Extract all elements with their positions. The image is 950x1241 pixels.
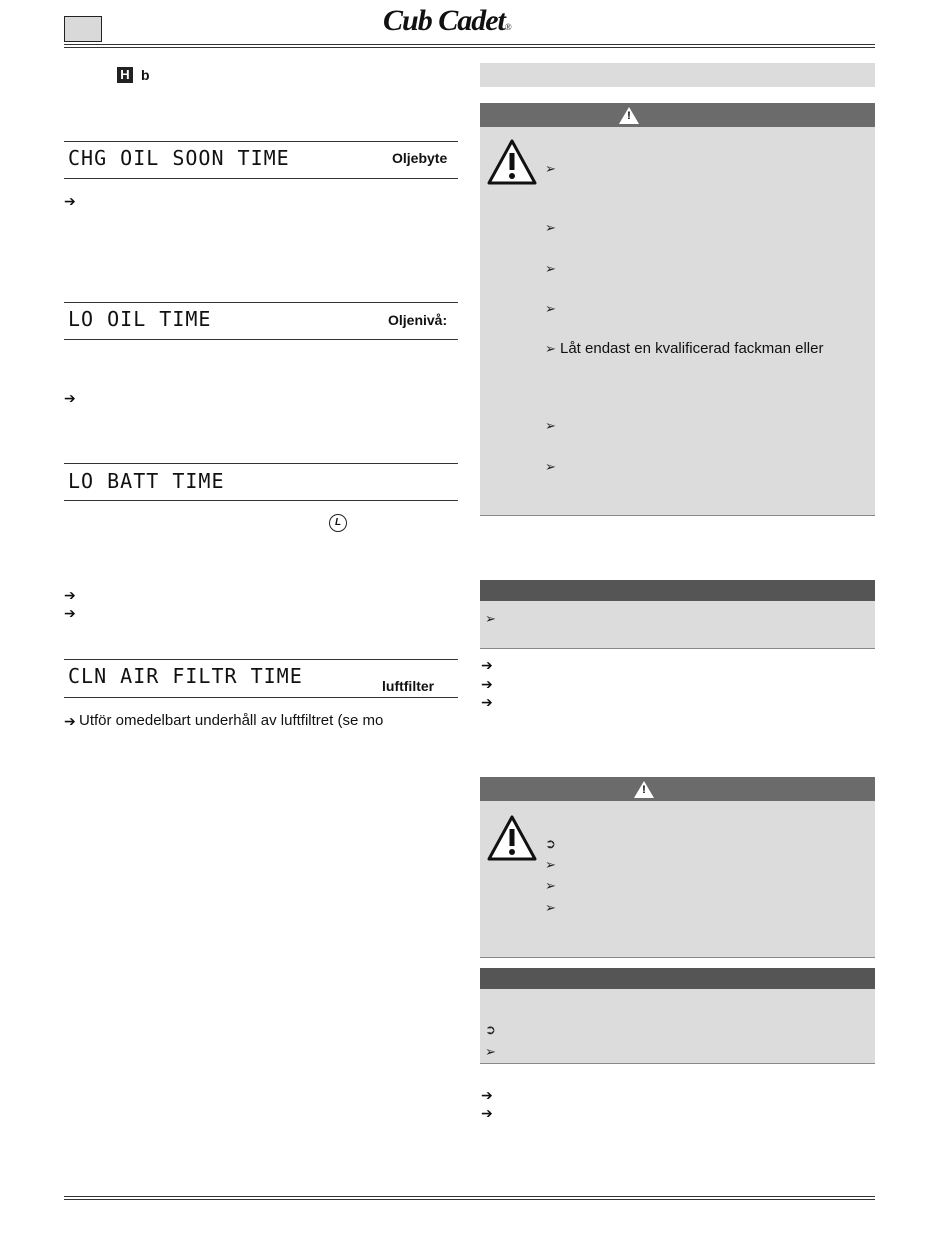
bullet-icon: ➢: [545, 301, 556, 316]
bullet-icon: ➢: [545, 878, 556, 893]
page-number-box: [64, 16, 102, 42]
arrow-icon: ➔: [481, 1087, 493, 1103]
warning-triangle-icon: [486, 138, 538, 186]
bullet-icon: ➢: [545, 261, 556, 276]
divider: [64, 659, 458, 660]
label-oil-level: Oljenivå:: [388, 312, 448, 328]
bullet-icon: ➢: [545, 459, 556, 474]
footer-rule: [64, 1196, 875, 1197]
air-filter-instruction: Utför omedelbart underhåll av luftfiltret (se mo: [79, 712, 384, 729]
arrow-icon: ➔: [64, 587, 76, 603]
divider: [64, 500, 458, 501]
h-badge-icon: H: [117, 67, 133, 83]
bullet-icon: ➢: [545, 900, 556, 915]
divider: [64, 141, 458, 142]
note-header-bar: [480, 580, 875, 601]
arrow-icon: ➔: [481, 1105, 493, 1121]
label-air-filter: luftfilter: [382, 678, 435, 694]
header-rule: [64, 44, 875, 45]
badge-suffix: b: [141, 67, 150, 83]
note-panel: [480, 989, 875, 1064]
bullet-icon: ➢: [545, 341, 556, 356]
bullet-icon: ➢: [545, 161, 556, 176]
bullet-icon: ➢: [545, 857, 556, 872]
warning-qualified-technician-text: Låt endast en kvalificerad fackman eller: [560, 340, 824, 357]
divider: [64, 463, 458, 464]
arrow-icon: ➔: [64, 713, 76, 729]
clock-icon: L: [329, 514, 347, 532]
brand-logo: Cub Cadet®: [383, 4, 511, 37]
divider: [64, 339, 458, 340]
section-heading-bar: [480, 63, 875, 87]
arrow-icon: ➔: [64, 193, 76, 209]
divider: [64, 178, 458, 179]
arrow-icon: ➔: [481, 694, 493, 710]
footer-rule-thin: [64, 1199, 875, 1200]
arrow-icon: ➔: [64, 605, 76, 621]
arrow-icon: ➔: [481, 676, 493, 692]
note-header-bar: [480, 968, 875, 989]
bullet-icon: ➢: [485, 611, 496, 626]
bullet-icon: ➢: [545, 418, 556, 433]
lcd-message-low-battery: LO BATT TIME: [68, 469, 225, 493]
arrow-icon: ➔: [64, 390, 76, 406]
bullet-icon: ➢: [485, 1044, 496, 1059]
circle-arrow-icon: ➲: [485, 1022, 496, 1037]
divider: [64, 697, 458, 698]
note-panel: [480, 601, 875, 649]
warning-header-bar: [480, 777, 875, 801]
lcd-message-clean-air-filter: CLN AIR FILTR TIME: [68, 664, 303, 688]
warning-header-bar: [480, 103, 875, 127]
lcd-message-low-oil: LO OIL TIME: [68, 307, 212, 331]
divider: [64, 302, 458, 303]
lcd-message-change-oil: CHG OIL SOON TIME: [68, 146, 290, 170]
header-rule-thin: [64, 47, 875, 48]
warning-panel: [480, 801, 875, 958]
circle-arrow-icon: ➲: [545, 836, 556, 851]
bullet-icon: ➢: [545, 220, 556, 235]
warning-triangle-icon: [486, 814, 538, 862]
arrow-icon: ➔: [481, 657, 493, 673]
warning-panel: [480, 127, 875, 516]
label-oil-change: Oljebyte: [392, 150, 448, 166]
